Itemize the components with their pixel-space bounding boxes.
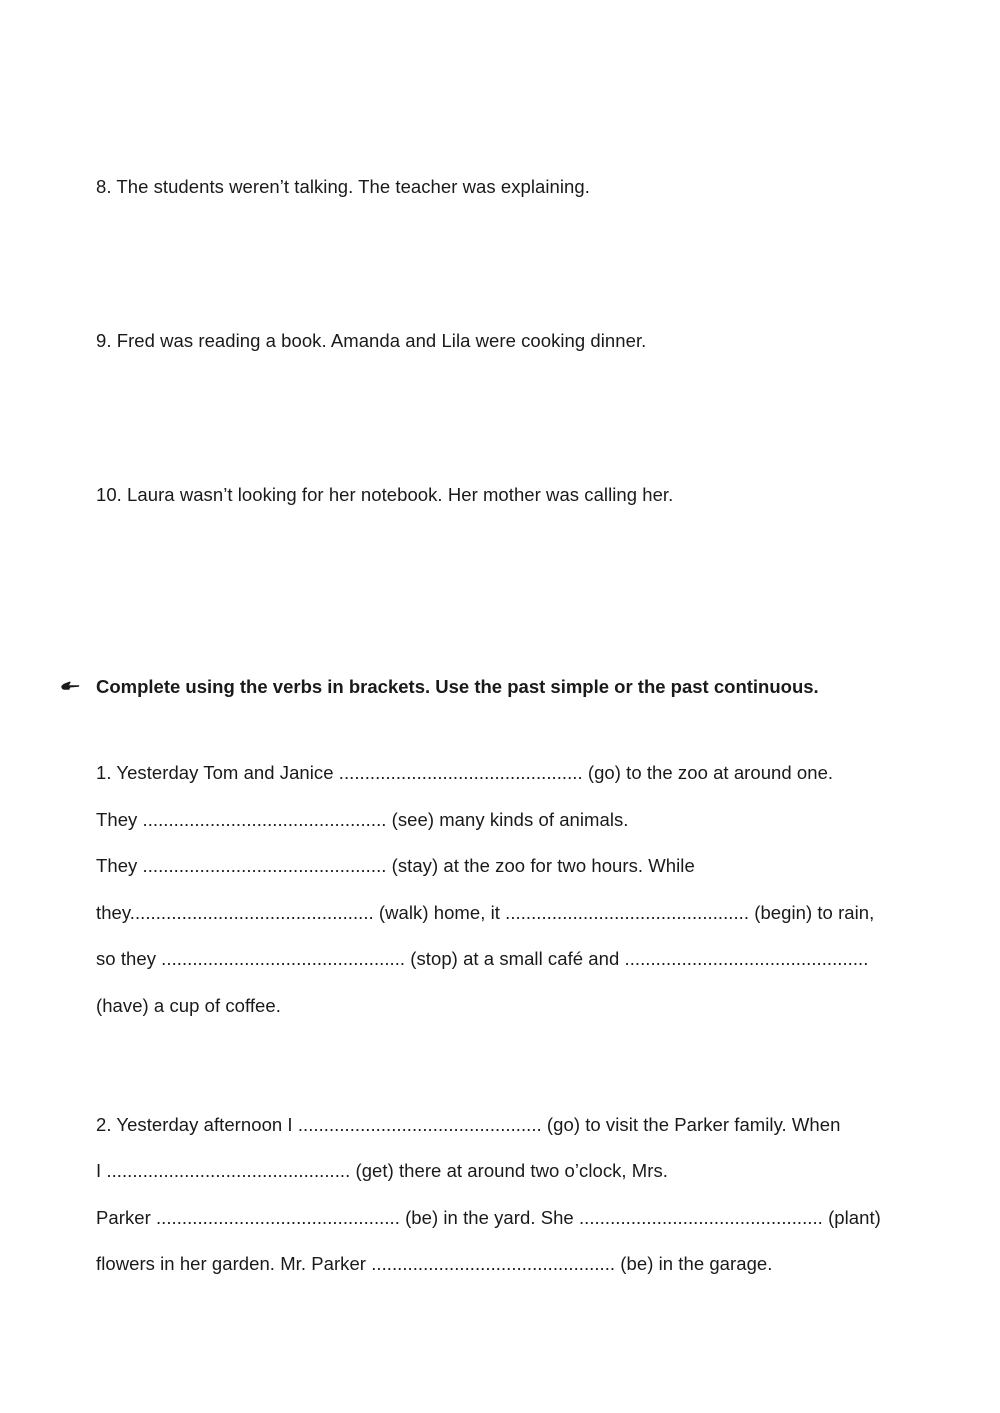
item1-line: so they ............................................... (stop) at a small café and ............................................... — [96, 948, 869, 969]
item1-line: They ............................................... (stay) at the zoo for two hours. While — [96, 855, 695, 876]
item1-line: (have) a cup of coffee. — [96, 995, 281, 1016]
item2-line: 2. Yesterday afternoon I ............................................... (go) to visit the Parker family. When — [96, 1114, 841, 1135]
sentence-9: 9. Fred was reading a book. Amanda and Lila were cooking dinner. — [96, 330, 647, 351]
pointing-hand-icon — [60, 679, 80, 693]
item1-line: 1. Yesterday Tom and Janice ............................................... (go) to the zoo at around one. — [96, 762, 834, 783]
item2-line: Parker ............................................... (be) in the yard. She ............................................... (plant) — [96, 1207, 881, 1228]
item2-line: flowers in her garden. Mr. Parker ............................................... (be) in the garage. — [96, 1253, 773, 1274]
item1-line: They ............................................... (see) many kinds of animals. — [96, 809, 629, 830]
sentence-10: 10. Laura wasn’t looking for her notebook. Her mother was calling her. — [96, 484, 674, 505]
sentence-8: 8. The students weren’t talking. The teacher was explaining. — [96, 176, 590, 197]
item1-line: they............................................... (walk) home, it ............................................... (begin) to rain, — [96, 902, 875, 923]
exercise-instruction: Complete using the verbs in brackets. Use the past simple or the past continuous. — [96, 676, 819, 697]
item2-line: I ............................................... (get) there at around two o’clock, Mrs. — [96, 1160, 668, 1181]
